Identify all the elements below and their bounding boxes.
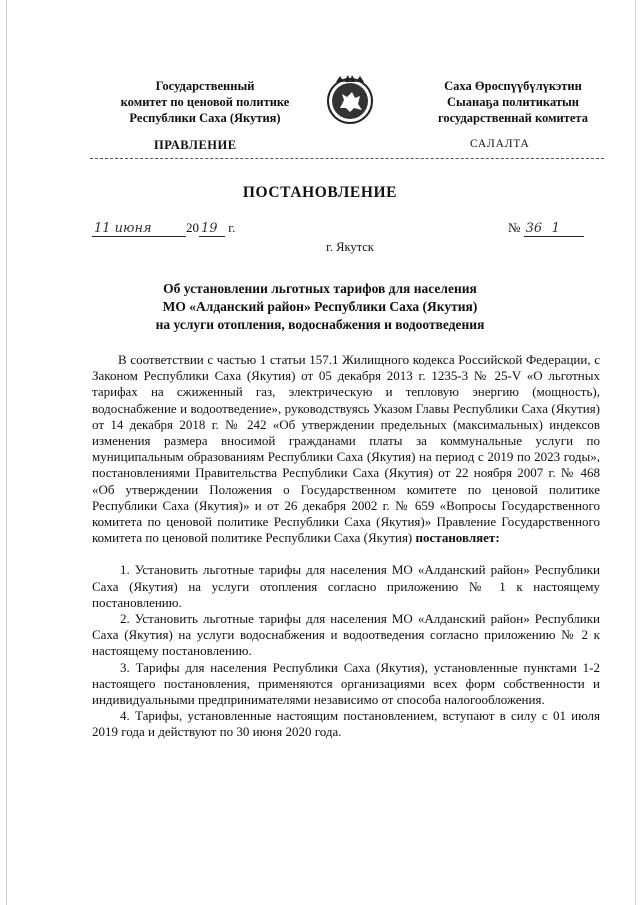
scan-edge-left: [6, 0, 7, 905]
document-body: [92, 352, 600, 741]
subject-line: Об установлении льготных тарифов для населения: [163, 281, 477, 296]
board-label-left: ПРАВЛЕНИЕ: [154, 138, 237, 152]
date-year-prefix: 20: [186, 220, 199, 235]
date-year-suffix: 19: [199, 221, 225, 237]
decision-item: 2. Установить льготные тарифы для населения МО «Алданский район» Республики Саха (Якутия) на услуги водоснабжения и водоотведения согласно приложению № 2 к настоящему постановлению.: [92, 611, 600, 659]
header-right-line: Сыанаҕа политикатын: [447, 95, 579, 109]
header-divider: [90, 158, 604, 159]
number-value: 36: [524, 221, 550, 237]
document-subject: [0, 280, 640, 334]
header-right-block: [398, 78, 628, 126]
header-left-block: [90, 78, 320, 126]
header-right-line: Саха Өроспүүбүлүкэтин: [444, 79, 582, 93]
number-tail: 1: [550, 221, 584, 237]
subject-line: МО «Алданский район» Республики Саха (Якутия): [162, 299, 478, 314]
scan-edge-right: [635, 0, 636, 905]
document-number: [508, 220, 584, 237]
decision-item: 3. Тарифы для населения Республики Саха (Якутия), установленные пунктами 1-2 настоящего постановления, применяются организациями всех форм собственности и индивидуальными предпринимателями независимо от способа налогообложения.: [92, 659, 600, 708]
document-city: г. Якутск: [326, 240, 374, 254]
subject-line: на услуги отопления, водоснабжения и водоотведения: [155, 317, 485, 332]
header-left-line: Государственный: [155, 79, 255, 93]
emblem-icon: [322, 72, 378, 128]
number-prefix: №: [508, 220, 521, 235]
decision-items: [92, 562, 600, 740]
header-left-line: Республики Саха (Якутия): [129, 111, 281, 125]
board-label-right: САЛАЛТА: [470, 138, 530, 150]
decision-item: 1. Установить льготные тарифы для населения МО «Алданский район» Республики Саха (Якутия) на услуги отопления согласно приложению № 1 к настоящему постановлению.: [92, 562, 600, 610]
preamble-paragraph: [92, 352, 600, 546]
header-right-line: государственнай комитета: [438, 111, 588, 125]
preamble-decision: постановляет:: [415, 530, 500, 546]
document-date: [92, 220, 235, 237]
decision-item: 4. Тарифы, установленные настоящим постановлением, вступают в силу с 01 июля 2019 года и действуют по 30 июня 2020 года.: [92, 708, 600, 740]
date-day: 11 июня: [92, 221, 186, 237]
date-suffix: г.: [228, 220, 236, 235]
document-title: ПОСТАНОВЛЕНИЕ: [242, 184, 398, 201]
preamble-text: В соответствии с частью 1 статьи 157.1 Жилищного кодекса Российской Федерации, с Законом Республики Саха (Якутия) от 05 декабря 2013 г. 1235-3 № 25-V «О льготных тарифах на сжиженный газ, электрическую и тепловую энергию (мощность), водоснабжение и водоотведение», руководствуясь Указом Главы Республики Саха (Якутия) от 14 декабря 2018 г. № 242 «Об утверждении предельных (максимальных) индексов изменения размера вносимой гражданами платы за коммунальные услуги по муниципальным образованиям Республики Саха (Якутия) на период с 2019 по 2023 годы», постановлениями Правительства Республики Саха (Якутия) от 22 ноября 2007 г. № 468 «Об утверждении Положения о Государственном комитете по ценовой политике Республики Саха (Якутия)» и от 26 декабря 2002 г. № 659 «Вопросы Государственного комитета по ценовой политике Республики Саха (Якутия)» Правление Государственного комитета по ценовой политике Республики Саха (Якутия): [92, 352, 600, 546]
header-left-line: комитет по ценовой политике: [120, 95, 290, 109]
